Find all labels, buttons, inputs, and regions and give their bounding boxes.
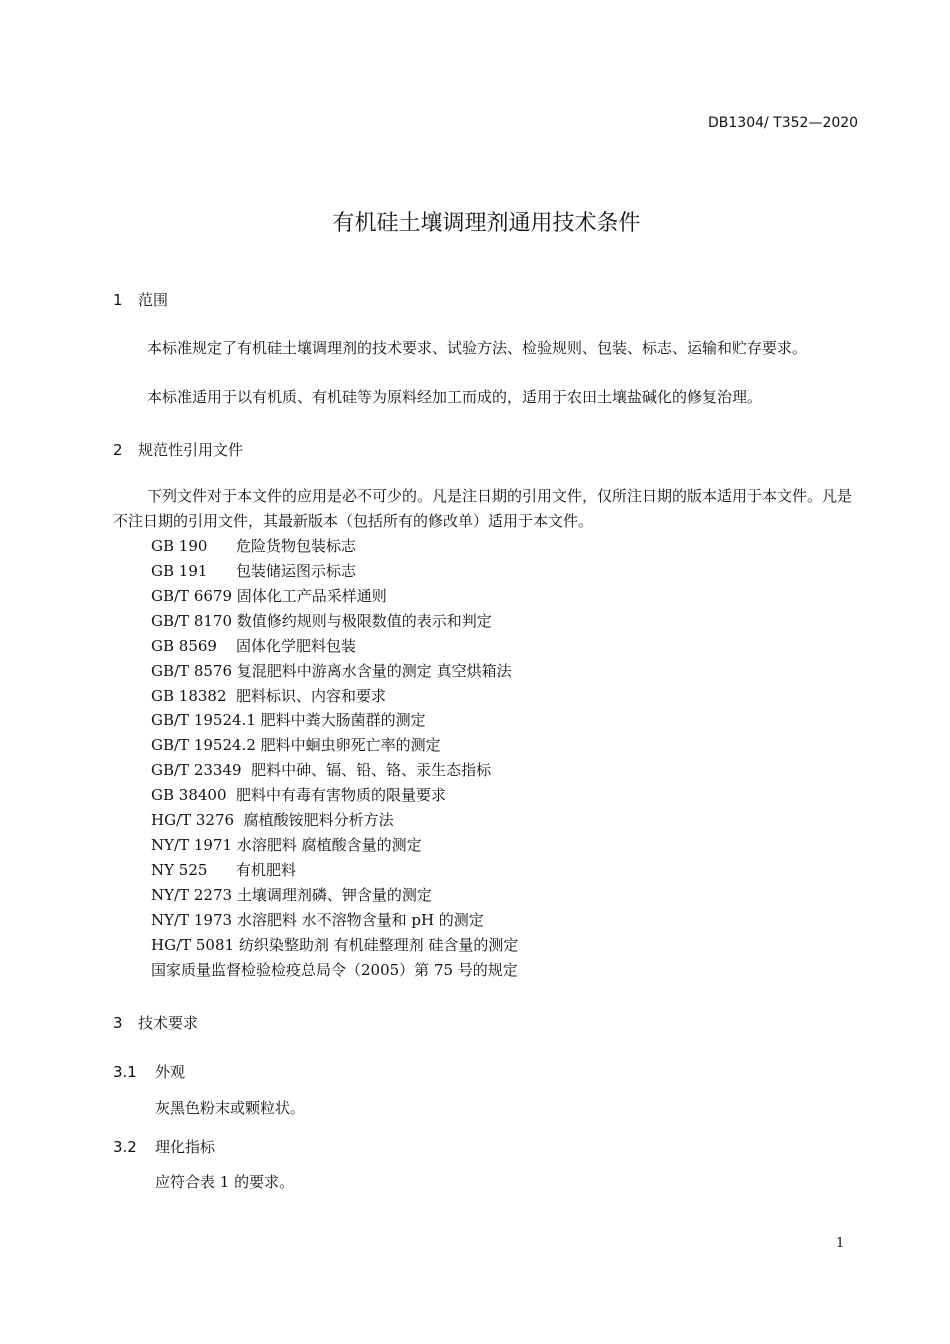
section-1-paragraph-1	[113, 336, 861, 361]
section-title: 范围	[138, 291, 169, 309]
reference-code: GB/T 6679	[151, 587, 233, 605]
reference-title: 肥料标识、内容和要求	[236, 687, 387, 705]
subsection-3-1-heading	[113, 1061, 185, 1082]
reference-title: 肥料中蛔虫卵死亡率的测定	[260, 736, 441, 754]
reference-item	[151, 534, 356, 559]
section-1-heading	[113, 289, 168, 310]
reference-item	[151, 783, 446, 808]
reference-item	[151, 933, 518, 958]
reference-code: NY/T 1971	[151, 836, 233, 854]
subsection-title: 外观	[155, 1063, 186, 1081]
subsection-3-2-text: 应符合表 1 的要求。	[155, 1173, 295, 1191]
subsection-number: 3.2	[113, 1138, 137, 1156]
reference-item	[151, 559, 356, 584]
reference-code: GB/T 8576	[151, 662, 233, 680]
reference-item	[151, 659, 512, 684]
reference-code: GB 190	[151, 537, 208, 555]
reference-title: 有机肥料	[236, 861, 297, 879]
reference-code: NY 525	[151, 861, 208, 879]
reference-item	[151, 833, 422, 858]
section-number: 2	[113, 441, 123, 459]
reference-item	[151, 808, 394, 833]
section-number: 1	[113, 291, 123, 309]
reference-code: HG/T 3276	[151, 811, 235, 829]
reference-code: GB 8569	[151, 637, 217, 655]
reference-title: 固体化工产品采样通则	[236, 587, 387, 605]
reference-title: 肥料中粪大肠菌群的测定	[260, 711, 426, 729]
reference-code: GB 191	[151, 562, 208, 580]
subsection-3-1-text: 灰黑色粉末或颗粒状。	[155, 1099, 306, 1117]
reference-item	[151, 858, 296, 883]
reference-code: GB/T 19524.1	[151, 711, 256, 729]
reference-title: 腐植酸铵肥料分析方法	[243, 811, 394, 829]
section-number: 3	[113, 1014, 123, 1032]
reference-item	[151, 958, 518, 983]
reference-title: 复混肥料中游离水含量的测定 真空烘箱法	[236, 662, 512, 680]
paragraph-text: 本标准规定了有机硅土壤调理剂的技术要求、试验方法、检验规则、包装、标志、运输和贮存要求。	[147, 339, 808, 357]
reference-title: 数值修约规则与极限数值的表示和判定	[236, 612, 492, 630]
reference-title: 固体化学肥料包装	[236, 637, 357, 655]
reference-title: 国家质量监督检验检疫总局令（2005）第 75 号的规定	[151, 961, 518, 979]
subsection-number: 3.1	[113, 1063, 137, 1081]
reference-title: 肥料中有毒有害物质的限量要求	[236, 786, 447, 804]
reference-item	[151, 634, 356, 659]
reference-title: 土壤调理剂磷、钾含量的测定	[236, 886, 432, 904]
reference-title: 纺织染整助剂 有机硅整理剂 硅含量的测定	[238, 936, 519, 954]
page-title: 有机硅土壤调理剂通用技术条件	[332, 211, 641, 236]
reference-item	[151, 609, 492, 634]
reference-title: 包装储运图示标志	[236, 562, 357, 580]
reference-code: GB/T 23349	[151, 761, 242, 779]
reference-title: 水溶肥料 腐植酸含量的测定	[236, 836, 422, 854]
reference-item	[151, 684, 386, 709]
reference-item	[151, 733, 441, 758]
page-number: 1	[836, 1236, 845, 1251]
section-2-intro	[113, 484, 861, 534]
subsection-3-2-heading	[113, 1136, 215, 1157]
reference-item	[151, 708, 426, 733]
reference-code: GB/T 8170	[151, 612, 233, 630]
reference-code: HG/T 5081	[151, 936, 235, 954]
reference-item	[151, 584, 387, 609]
reference-code: GB 18382	[151, 687, 227, 705]
section-1-paragraph-2	[113, 385, 861, 410]
reference-code: NY/T 2273	[151, 886, 233, 904]
reference-code: NY/T 1973	[151, 911, 233, 929]
subsection-title: 理化指标	[155, 1138, 216, 1156]
paragraph-text: 下列文件对于本文件的应用是必不可少的。凡是注日期的引用文件，仅所注日期的版本适用于本文件。凡是不注日期的引用文件，其最新版本（包括所有的修改单）适用于本文件。	[113, 487, 853, 530]
reference-title: 危险货物包装标志	[236, 537, 357, 555]
reference-title: 肥料中砷、镉、铅、铬、汞生态指标	[251, 761, 492, 779]
section-title: 技术要求	[138, 1014, 199, 1032]
section-2-heading	[113, 439, 243, 460]
reference-code: GB/T 19524.2	[151, 736, 256, 754]
document-code: DB1304/ T352—2020	[708, 115, 859, 131]
paragraph-text: 本标准适用于以有机质、有机硅等为原料经加工而成的，适用于农田土壤盐碱化的修复治理。	[147, 388, 763, 406]
reference-code: GB 38400	[151, 786, 227, 804]
reference-item	[151, 883, 432, 908]
reference-item	[151, 908, 484, 933]
section-title: 规范性引用文件	[138, 441, 244, 459]
reference-item	[151, 758, 491, 783]
section-3-heading	[113, 1012, 198, 1033]
reference-title: 水溶肥料 水不溶物含量和 pH 的测定	[236, 911, 484, 929]
